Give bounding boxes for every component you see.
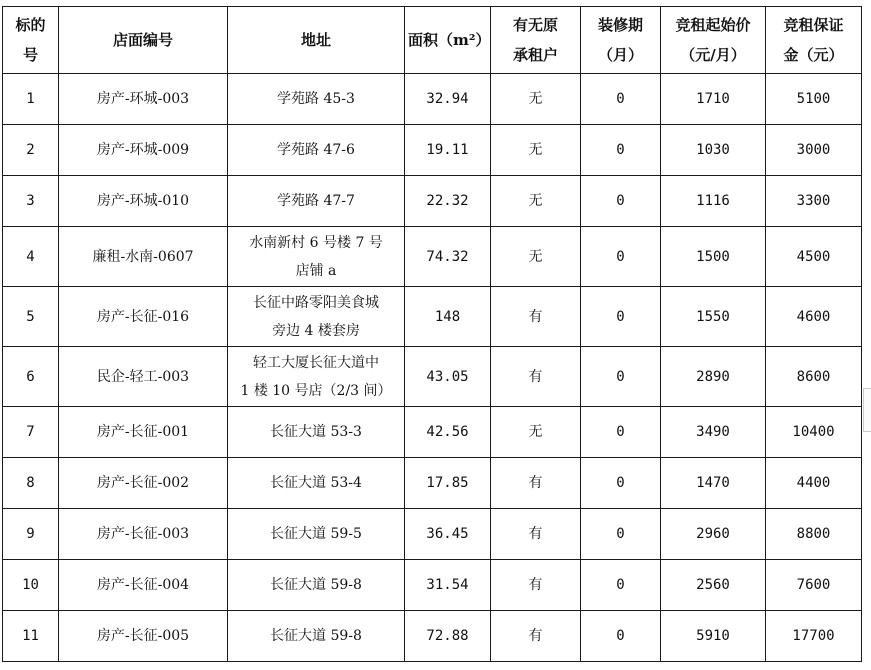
cell-address (228, 227, 405, 287)
cell-address (228, 560, 405, 611)
shop-lease-table (2, 6, 862, 662)
cell-renovation-period: 0 (581, 611, 661, 662)
table-row (3, 287, 862, 347)
cell-existing-tenant: 无 (491, 227, 581, 287)
cell-renovation-period: 0 (581, 509, 661, 560)
side-scroll-tab[interactable] (863, 388, 871, 432)
cell-starting-rent: 3490 (661, 407, 766, 458)
cell-starting-rent: 2960 (661, 509, 766, 560)
header-index: 标的 号 (3, 7, 59, 74)
cell-area: 32.94 (405, 74, 491, 125)
cell-index: 1 (3, 74, 59, 125)
cell-shop-code: 廉租-水南-0607 (59, 227, 228, 287)
cell-address (228, 176, 405, 227)
cell-shop-code: 房产-长征-016 (59, 287, 228, 347)
cell-shop-code: 房产-环城-003 (59, 74, 228, 125)
cell-renovation-period: 0 (581, 74, 661, 125)
cell-existing-tenant: 有 (491, 509, 581, 560)
cell-deposit: 7600 (766, 560, 862, 611)
cell-starting-rent: 5910 (661, 611, 766, 662)
cell-index: 11 (3, 611, 59, 662)
cell-existing-tenant: 有 (491, 611, 581, 662)
cell-index: 2 (3, 125, 59, 176)
cell-renovation-period: 0 (581, 125, 661, 176)
cell-renovation-period: 0 (581, 347, 661, 407)
cell-starting-rent: 1030 (661, 125, 766, 176)
cell-existing-tenant: 有 (491, 560, 581, 611)
cell-deposit: 3000 (766, 125, 862, 176)
header-renovation-period: 装修期 （月） (581, 7, 661, 74)
cell-address (228, 125, 405, 176)
cell-index: 9 (3, 509, 59, 560)
cell-deposit: 8800 (766, 509, 862, 560)
cell-existing-tenant: 有 (491, 347, 581, 407)
cell-starting-rent: 2890 (661, 347, 766, 407)
cell-address-line: 学苑路 45-3 (277, 91, 355, 107)
cell-deposit: 3300 (766, 176, 862, 227)
cell-index: 4 (3, 227, 59, 287)
cell-existing-tenant: 有 (491, 287, 581, 347)
cell-area: 42.56 (405, 407, 491, 458)
cell-existing-tenant: 无 (491, 125, 581, 176)
cell-renovation-period: 0 (581, 287, 661, 347)
cell-index: 7 (3, 407, 59, 458)
cell-deposit: 4500 (766, 227, 862, 287)
cell-address-line: 学苑路 47-7 (277, 193, 355, 209)
cell-address (228, 347, 405, 407)
cell-shop-code: 房产-长征-001 (59, 407, 228, 458)
cell-starting-rent: 1470 (661, 458, 766, 509)
cell-existing-tenant: 有 (491, 458, 581, 509)
table-row (3, 407, 862, 458)
table-row (3, 227, 862, 287)
cell-address-line: 学苑路 47-6 (277, 142, 355, 158)
cell-address (228, 287, 405, 347)
cell-index: 5 (3, 287, 59, 347)
cell-area: 43.05 (405, 347, 491, 407)
cell-shop-code: 房产-长征-004 (59, 560, 228, 611)
header-starting-rent: 竞租起始价 （元/月） (661, 7, 766, 74)
cell-address-line: 长征大道 53-4 (270, 475, 362, 491)
cell-starting-rent: 1710 (661, 74, 766, 125)
cell-existing-tenant: 无 (491, 176, 581, 227)
cell-shop-code: 房产-长征-003 (59, 509, 228, 560)
cell-index: 8 (3, 458, 59, 509)
cell-deposit: 5100 (766, 74, 862, 125)
cell-address-line: 长征大道 59-8 (270, 628, 362, 644)
header-address: 地址 (228, 7, 405, 74)
table-row (3, 176, 862, 227)
cell-area: 148 (405, 287, 491, 347)
table-row (3, 509, 862, 560)
cell-renovation-period: 0 (581, 227, 661, 287)
table-row (3, 458, 862, 509)
cell-deposit: 10400 (766, 407, 862, 458)
table-row (3, 560, 862, 611)
cell-address-line: 旁边 4 楼套房 (272, 322, 360, 339)
cell-area: 19.11 (405, 125, 491, 176)
cell-deposit: 8600 (766, 347, 862, 407)
cell-deposit: 17700 (766, 611, 862, 662)
cell-area: 31.54 (405, 560, 491, 611)
cell-renovation-period: 0 (581, 407, 661, 458)
cell-existing-tenant: 无 (491, 74, 581, 125)
cell-renovation-period: 0 (581, 176, 661, 227)
header-deposit: 竞租保证 金（元） (766, 7, 862, 74)
cell-shop-code: 民企-轻工-003 (59, 347, 228, 407)
cell-shop-code: 房产-长征-002 (59, 458, 228, 509)
table-row (3, 611, 862, 662)
cell-area: 74.32 (405, 227, 491, 287)
cell-address-line: 轻工大厦长征大道中 (253, 354, 379, 371)
header-existing-tenant: 有无原 承租户 (491, 7, 581, 74)
cell-shop-code: 房产-环城-009 (59, 125, 228, 176)
cell-shop-code: 房产-环城-010 (59, 176, 228, 227)
cell-shop-code: 房产-长征-005 (59, 611, 228, 662)
cell-index: 3 (3, 176, 59, 227)
cell-address (228, 611, 405, 662)
cell-starting-rent: 1500 (661, 227, 766, 287)
cell-starting-rent: 1550 (661, 287, 766, 347)
cell-address-line: 长征大道 59-8 (270, 577, 362, 593)
cell-index: 10 (3, 560, 59, 611)
cell-address-line: 长征大道 53-3 (270, 424, 362, 440)
header-area: 面积（m²） (405, 7, 491, 74)
cell-address-line: 1 楼 10 号店（2/3 间） (240, 382, 392, 399)
cell-starting-rent: 1116 (661, 176, 766, 227)
cell-renovation-period: 0 (581, 560, 661, 611)
cell-existing-tenant: 无 (491, 407, 581, 458)
cell-index: 6 (3, 347, 59, 407)
cell-area: 72.88 (405, 611, 491, 662)
cell-starting-rent: 2560 (661, 560, 766, 611)
cell-address (228, 458, 405, 509)
cell-renovation-period: 0 (581, 458, 661, 509)
table-header-row (3, 7, 862, 74)
cell-address (228, 407, 405, 458)
table-row (3, 125, 862, 176)
cell-address-line: 长征大道 59-5 (270, 526, 362, 542)
cell-address (228, 74, 405, 125)
cell-address (228, 509, 405, 560)
table-row (3, 74, 862, 125)
header-shop-code: 店面编号 (59, 7, 228, 74)
cell-area: 22.32 (405, 176, 491, 227)
cell-address-line: 长征中路零阳美食城 (253, 294, 379, 311)
cell-address-line: 店铺 a (295, 262, 337, 279)
cell-deposit: 4400 (766, 458, 862, 509)
cell-area: 17.85 (405, 458, 491, 509)
table-row (3, 347, 862, 407)
cell-area: 36.45 (405, 509, 491, 560)
cell-deposit: 4600 (766, 287, 862, 347)
cell-address-line: 水南新村 6 号楼 7 号 (249, 234, 383, 251)
